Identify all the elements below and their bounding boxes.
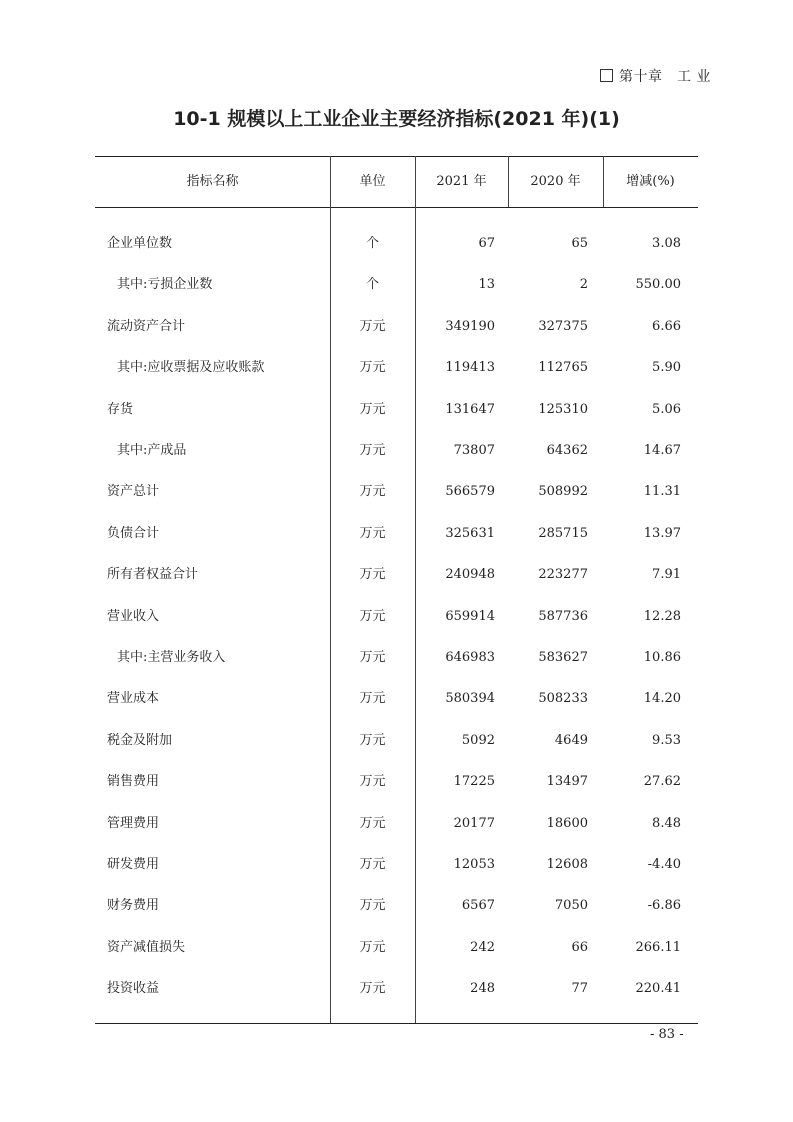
- row-name: 负债合计: [107, 525, 160, 541]
- row-unit: 万元: [359, 857, 386, 872]
- table-row: [95, 389, 698, 430]
- row-change-percent: 11.31: [643, 484, 681, 500]
- table-row: [95, 803, 698, 844]
- row-value-2020: 2: [579, 277, 588, 293]
- column-header-name: 指标名称: [186, 174, 239, 189]
- row-change-percent: 13.97: [643, 525, 681, 541]
- row-change-percent: 3.08: [652, 236, 681, 251]
- row-unit: 万元: [359, 939, 386, 955]
- row-name: 税金及附加: [107, 732, 173, 748]
- table-row: [95, 554, 698, 595]
- row-value-2021: 349190: [445, 318, 495, 334]
- row-value-2021: 17225: [453, 774, 495, 790]
- row-unit: 万元: [359, 484, 386, 500]
- row-name: 资产总计: [107, 484, 160, 500]
- column-header-2020: 2020 年: [530, 174, 581, 189]
- table-row: [95, 885, 698, 926]
- row-unit: 个: [365, 236, 379, 251]
- table-row: [95, 306, 698, 347]
- row-name: 流动资产合计: [107, 318, 186, 334]
- table-row: [95, 678, 698, 719]
- row-value-2020: 7050: [554, 898, 588, 914]
- table-row: [95, 347, 698, 388]
- table-bottom-rule: [95, 1023, 698, 1024]
- row-value-2020: 13497: [546, 774, 588, 790]
- row-unit: 万元: [359, 650, 386, 665]
- row-name: 财务费用: [107, 898, 160, 914]
- column-header-unit: 单位: [359, 174, 386, 189]
- row-name: 管理费用: [107, 815, 160, 831]
- row-change-percent: 12.28: [643, 608, 681, 624]
- row-value-2021: 6567: [461, 898, 495, 914]
- row-value-2020: 66: [571, 939, 588, 955]
- row-value-2020: 64362: [546, 443, 588, 458]
- row-name: 其中:产成品: [117, 443, 187, 458]
- row-value-2021: 248: [470, 981, 495, 997]
- table-row: [95, 223, 698, 264]
- row-unit: 万元: [359, 898, 386, 914]
- row-change-percent: -4.40: [647, 857, 681, 872]
- row-change-percent: 7.91: [652, 567, 681, 583]
- row-name: 研发费用: [107, 857, 160, 872]
- table-row: [95, 513, 698, 554]
- row-change-percent: 6.66: [652, 318, 681, 334]
- row-change-percent: 27.62: [643, 774, 681, 790]
- table-row: [95, 637, 698, 678]
- row-unit: 万元: [359, 732, 386, 748]
- row-name: 营业成本: [107, 691, 160, 707]
- row-name: 其中:应收票据及应收账款: [117, 360, 265, 376]
- square-icon: [600, 69, 613, 82]
- row-change-percent: 5.06: [652, 401, 681, 417]
- row-unit: 万元: [359, 981, 386, 997]
- row-unit: 个: [365, 277, 379, 293]
- row-name: 资产减值损失: [107, 939, 186, 955]
- row-name: 销售费用: [107, 774, 160, 790]
- row-change-percent: 10.86: [643, 650, 681, 665]
- row-change-percent: 5.90: [652, 360, 681, 376]
- row-value-2020: 65: [571, 236, 588, 251]
- row-unit: 万元: [359, 443, 386, 458]
- row-unit: 万元: [359, 774, 386, 790]
- row-value-2021: 73807: [453, 443, 495, 458]
- row-unit: 万元: [359, 691, 386, 707]
- row-name: 其中:亏损企业数: [117, 277, 213, 293]
- chapter-label: 第十章 工 业: [619, 69, 711, 85]
- row-name: 其中:主营业务收入: [117, 650, 226, 665]
- row-value-2020: 12608: [546, 857, 588, 872]
- row-value-2021: 566579: [445, 484, 495, 500]
- table-row: [95, 430, 698, 471]
- row-value-2021: 659914: [445, 608, 495, 624]
- row-change-percent: 266.11: [635, 939, 681, 955]
- row-unit: 万元: [359, 401, 386, 417]
- row-value-2021: 20177: [453, 815, 495, 831]
- row-value-2021: 646983: [445, 650, 495, 665]
- row-value-2020: 508233: [538, 691, 588, 707]
- table-row: [95, 927, 698, 968]
- table-row: [95, 264, 698, 305]
- row-unit: 万元: [359, 318, 386, 334]
- row-unit: 万元: [359, 525, 386, 541]
- row-name: 投资收益: [107, 981, 160, 997]
- table-row: [95, 761, 698, 802]
- table-row: [95, 596, 698, 637]
- row-value-2020: 508992: [538, 484, 588, 500]
- row-value-2021: 325631: [445, 525, 495, 541]
- page-title: 10-1 规模以上工业企业主要经济指标(2021 年)(1): [173, 108, 620, 130]
- table-row: [95, 720, 698, 761]
- row-unit: 万元: [359, 815, 386, 831]
- row-value-2020: 4649: [554, 732, 588, 748]
- row-value-2021: 242: [470, 939, 495, 955]
- row-name: 所有者权益合计: [107, 567, 199, 583]
- row-change-percent: 14.20: [643, 691, 681, 707]
- row-value-2020: 125310: [538, 401, 588, 417]
- page-number: - 83 -: [650, 1027, 684, 1042]
- row-change-percent: 14.67: [643, 443, 681, 458]
- row-change-percent: 9.53: [652, 732, 681, 748]
- row-value-2021: 67: [478, 236, 495, 251]
- row-value-2021: 119413: [445, 360, 495, 376]
- row-change-percent: 8.48: [652, 815, 681, 831]
- row-value-2020: 285715: [538, 525, 588, 541]
- row-value-2021: 131647: [445, 401, 495, 417]
- row-value-2021: 580394: [445, 691, 495, 707]
- row-value-2020: 587736: [538, 608, 588, 624]
- row-change-percent: 220.41: [635, 981, 681, 997]
- row-unit: 万元: [359, 608, 386, 624]
- row-change-percent: 550.00: [635, 277, 681, 293]
- table-row: [95, 471, 698, 512]
- table-header-rule: [95, 207, 698, 208]
- row-value-2020: 18600: [546, 815, 588, 831]
- chapter-heading: [600, 66, 711, 86]
- column-header-change: 增减(%): [626, 174, 675, 189]
- row-unit: 万元: [359, 360, 386, 376]
- row-value-2021: 12053: [453, 857, 495, 872]
- row-value-2020: 327375: [538, 318, 588, 334]
- row-name: 存货: [107, 401, 134, 417]
- row-value-2021: 240948: [445, 567, 495, 583]
- table-row: [95, 844, 698, 885]
- row-unit: 万元: [359, 567, 386, 583]
- column-header-2021: 2021 年: [436, 174, 487, 189]
- row-value-2020: 77: [571, 981, 588, 997]
- row-name: 营业收入: [107, 608, 160, 624]
- row-value-2021: 5092: [461, 732, 495, 748]
- row-name: 企业单位数: [107, 236, 173, 251]
- row-value-2021: 13: [478, 277, 495, 293]
- row-value-2020: 583627: [538, 650, 588, 665]
- row-change-percent: -6.86: [647, 898, 681, 914]
- row-value-2020: 112765: [538, 360, 588, 376]
- table-row: [95, 968, 698, 1009]
- row-value-2020: 223277: [538, 567, 588, 583]
